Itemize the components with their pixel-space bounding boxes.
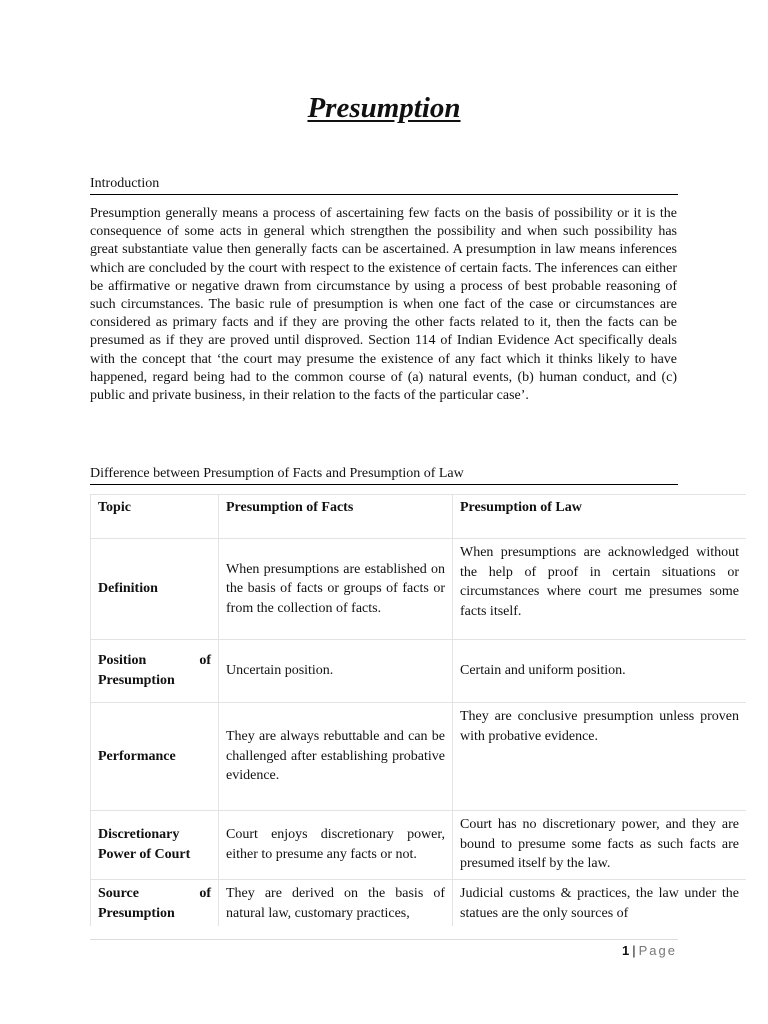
table-row [91, 880, 747, 927]
header-presumption-of-facts: Presumption of Facts [219, 495, 453, 539]
header-topic: Topic [91, 495, 219, 539]
row-facts-cell: They are always rebuttable and can be challenged after establishing probative evidence. [219, 703, 453, 811]
comparison-table [90, 494, 746, 926]
table-row [91, 811, 747, 880]
table-header-row [91, 495, 747, 539]
comparison-table-container [90, 494, 746, 926]
document-title: Presumption [307, 92, 461, 124]
row-facts-cell: Uncertain position. [219, 640, 453, 703]
introduction-heading: Introduction [90, 176, 678, 195]
page-number: 1 [622, 943, 630, 958]
page-label: Page [638, 943, 677, 958]
introduction-paragraph: Presumption generally means a process of ascertaining few facts on the basis of possibility or it is the consequence of some acts in general which strengthen the possibility and when such possibility has great substantiate value then generally facts can be ascertained. A presumption in law means inferences which are concluded by the court with respect to the existence of certain facts. The inferences can either be affirmative or negative drawn from circumstance by using a process of best probable reasoning of such circumstances. The basic rule of presumption is when one fact of the case or circumstances are considered as primary facts and if they are proving the other facts related to it, then the facts can be presumed as if they are proved until disproved. Section 114 of Indian Evidence Act specifically deals with the concept that ‘the court may presume the existence of any fact which it thinks likely to have happened, regard being had to the common course of (a) natural events, (b) human conduct, and (c) public and private business, in their relation to the facts of the particular case’. [90, 206, 677, 404]
row-law-cell: Court has no discretionary power, and they are bound to presume some facts as such facts are presumed itself by the law. [453, 811, 747, 880]
table-row [91, 640, 747, 703]
row-facts-cell: They are derived on the basis of natural law, customary practices, [219, 880, 453, 927]
footer-divider [90, 939, 678, 940]
row-law-cell: They are conclusive presumption unless proven with probative evidence. [453, 703, 747, 811]
row-law-cell: Judicial customs & practices, the law under the statues are the only sources of [453, 880, 747, 927]
row-topic: Performance [91, 703, 219, 811]
row-law-cell: Certain and uniform position. [453, 640, 747, 703]
row-facts-cell: When presumptions are established on the basis of facts or groups of facts or from the collection of facts. [219, 539, 453, 640]
row-topic: Position of Presumption [91, 640, 219, 703]
row-facts-cell: Court enjoys discretionary power, either to presume any facts or not. [219, 811, 453, 880]
row-law-cell: When presumptions are acknowledged without the help of proof in certain situations or circumstances where court me presumes some facts itself. [453, 539, 747, 640]
header-presumption-of-law: Presumption of Law [453, 495, 747, 539]
row-topic: Source of Presumption [91, 880, 219, 927]
table-row [91, 703, 747, 811]
row-topic: Definition [91, 539, 219, 640]
row-topic: Discretionary Power of Court [91, 811, 219, 880]
page-footer [622, 943, 677, 958]
page-separator: | [632, 943, 636, 958]
difference-heading: Difference between Presumption of Facts and Presumption of Law [90, 466, 678, 485]
table-row [91, 539, 747, 640]
